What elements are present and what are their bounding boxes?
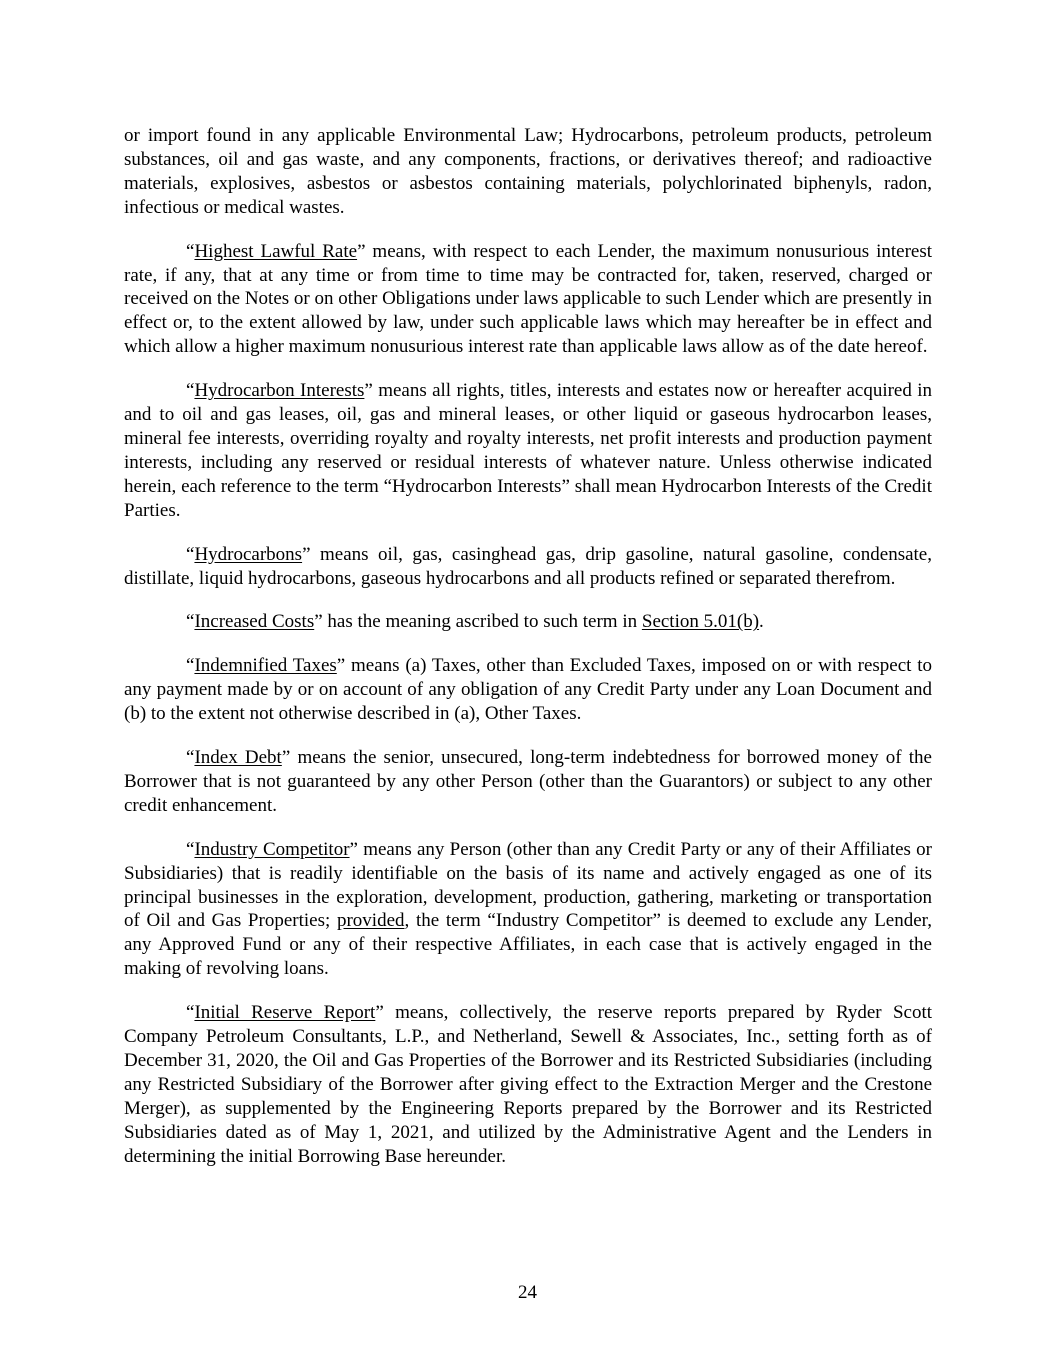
defined-term: Highest Lawful Rate [194, 240, 358, 262]
definition-body: ” means oil, gas, casinghead gas, drip gasoline, natural gasoline, condensate, distillate, liquid hydrocarbons, gaseous hydrocarbons and all products refined or separated therefrom. [124, 543, 932, 589]
open-quote: “ [186, 240, 195, 262]
defined-term: Hydrocarbon Interests [194, 380, 365, 402]
definition-body: ” means, collectively, the reserve reports prepared by Ryder Scott Company Petroleum Consultants, L.P., and Netherland, Sewell & Associates, Inc., setting forth as of December 31, 2020, the Oil and Gas Properties of the Borrower and its Restricted Subsidiaries (including any Restricted Subsidiary of the Borrower after giving effect to the Extraction Merger and the Crestone Merger), as supplemented by the Engineering Reports prepared by the Borrower and its Restricted Subsidiaries dated as of May 1, 2021, and utilized by the Administrative Agent and the Lenders in determining the initial Borrowing Base hereunder. [124, 1002, 932, 1167]
open-quote: “ [186, 380, 195, 402]
definition-body: ” has the meaning ascribed to such term in [314, 611, 642, 633]
defined-term: Hydrocarbons [194, 543, 303, 565]
definition-index-debt [124, 746, 932, 818]
definition-highest-lawful-rate [124, 240, 932, 360]
page-number: 24 [518, 1282, 537, 1303]
provided-proviso: provided [336, 910, 405, 932]
document-page [124, 124, 932, 1189]
open-quote: “ [186, 838, 195, 860]
definition-body: ” means (a) Taxes, other than Excluded Taxes, imposed on or with respect to any payment made by or on account of any obligation of any Credit Party under any Loan Document and (b) to the extent not otherwise described in (a), Other Taxes. [124, 655, 932, 725]
defined-term: Indemnified Taxes [194, 655, 337, 677]
open-quote: “ [186, 543, 195, 565]
section-reference: Section 5.01(b) [641, 611, 760, 633]
open-quote: “ [186, 611, 195, 633]
definition-tail: . [759, 611, 764, 633]
defined-term: Increased Costs [194, 611, 315, 633]
definition-tail: , the term “Industry Competitor” is deemed to exclude any Lender, any Approved Fund or any of their respective Affiliates, in each case that is actively engaged in the making of revolving loans. [124, 910, 932, 980]
open-quote: “ [186, 655, 195, 677]
definition-industry-competitor [124, 838, 932, 981]
definition-body: ” means the senior, unsecured, long-term indebtedness for borrowed money of the Borrower that is not guaranteed by any other Person (other than the Guarantors) or subject to any other credit enhancement. [124, 747, 932, 816]
open-quote: “ [186, 747, 195, 769]
continuation-paragraph: or import found in any applicable Environmental Law; Hydrocarbons, petroleum products, petroleum substances, oil and gas waste, and any components, fractions, or derivatives thereof; and radioactive materials, explosives, asbestos or asbestos containing materials, polychlorinated biphenyls, radon, infectious or medical wastes. [124, 125, 932, 218]
definition-initial-reserve-report [124, 1001, 932, 1168]
definition-hydrocarbons [124, 543, 932, 591]
definition-body: ” means all rights, titles, interests and estates now or hereafter acquired in and to oil and gas leases, oil, gas and mineral leases, or other liquid or gaseous hydrocarbon leases, mineral fee interests, overriding royalty and royalty interests, net profit interests and production payment interests, including any reserved or residual interests of whatever nature. Unless otherwise indicated herein, each reference to the term “Hydrocarbon Interests” shall mean Hydrocarbon Interests of the Credit Parties. [124, 380, 932, 521]
definition-hydrocarbon-interests [124, 379, 932, 522]
defined-term: Index Debt [194, 747, 282, 769]
defined-term: Initial Reserve Report [194, 1002, 376, 1024]
defined-term: Industry Competitor [194, 838, 350, 860]
definition-body: ” means any Person (other than any Credit Party or any of their Affiliates or Subsidiaries) that is readily identifiable on the basis of its name and actively engaged as one of its principal businesses in the exploration, development, production, gathering, marketing or transportation of Oil and Gas Properties; [124, 838, 932, 932]
open-quote: “ [186, 1002, 195, 1024]
definition-indemnified-taxes [124, 654, 932, 726]
definition-body: ” means, with respect to each Lender, the maximum nonusurious interest rate, if any, that at any time or from time to time may be contracted for, taken, reserved, charged or received on the Notes or on other Obligations under laws applicable to such Lender which are presently in effect or, to the extent allowed by law, under such applicable laws which may hereafter be in effect and which allow a higher maximum nonusurious interest rate than applicable laws allow as of the date hereof. [124, 240, 933, 358]
definition-increased-costs [124, 610, 932, 634]
